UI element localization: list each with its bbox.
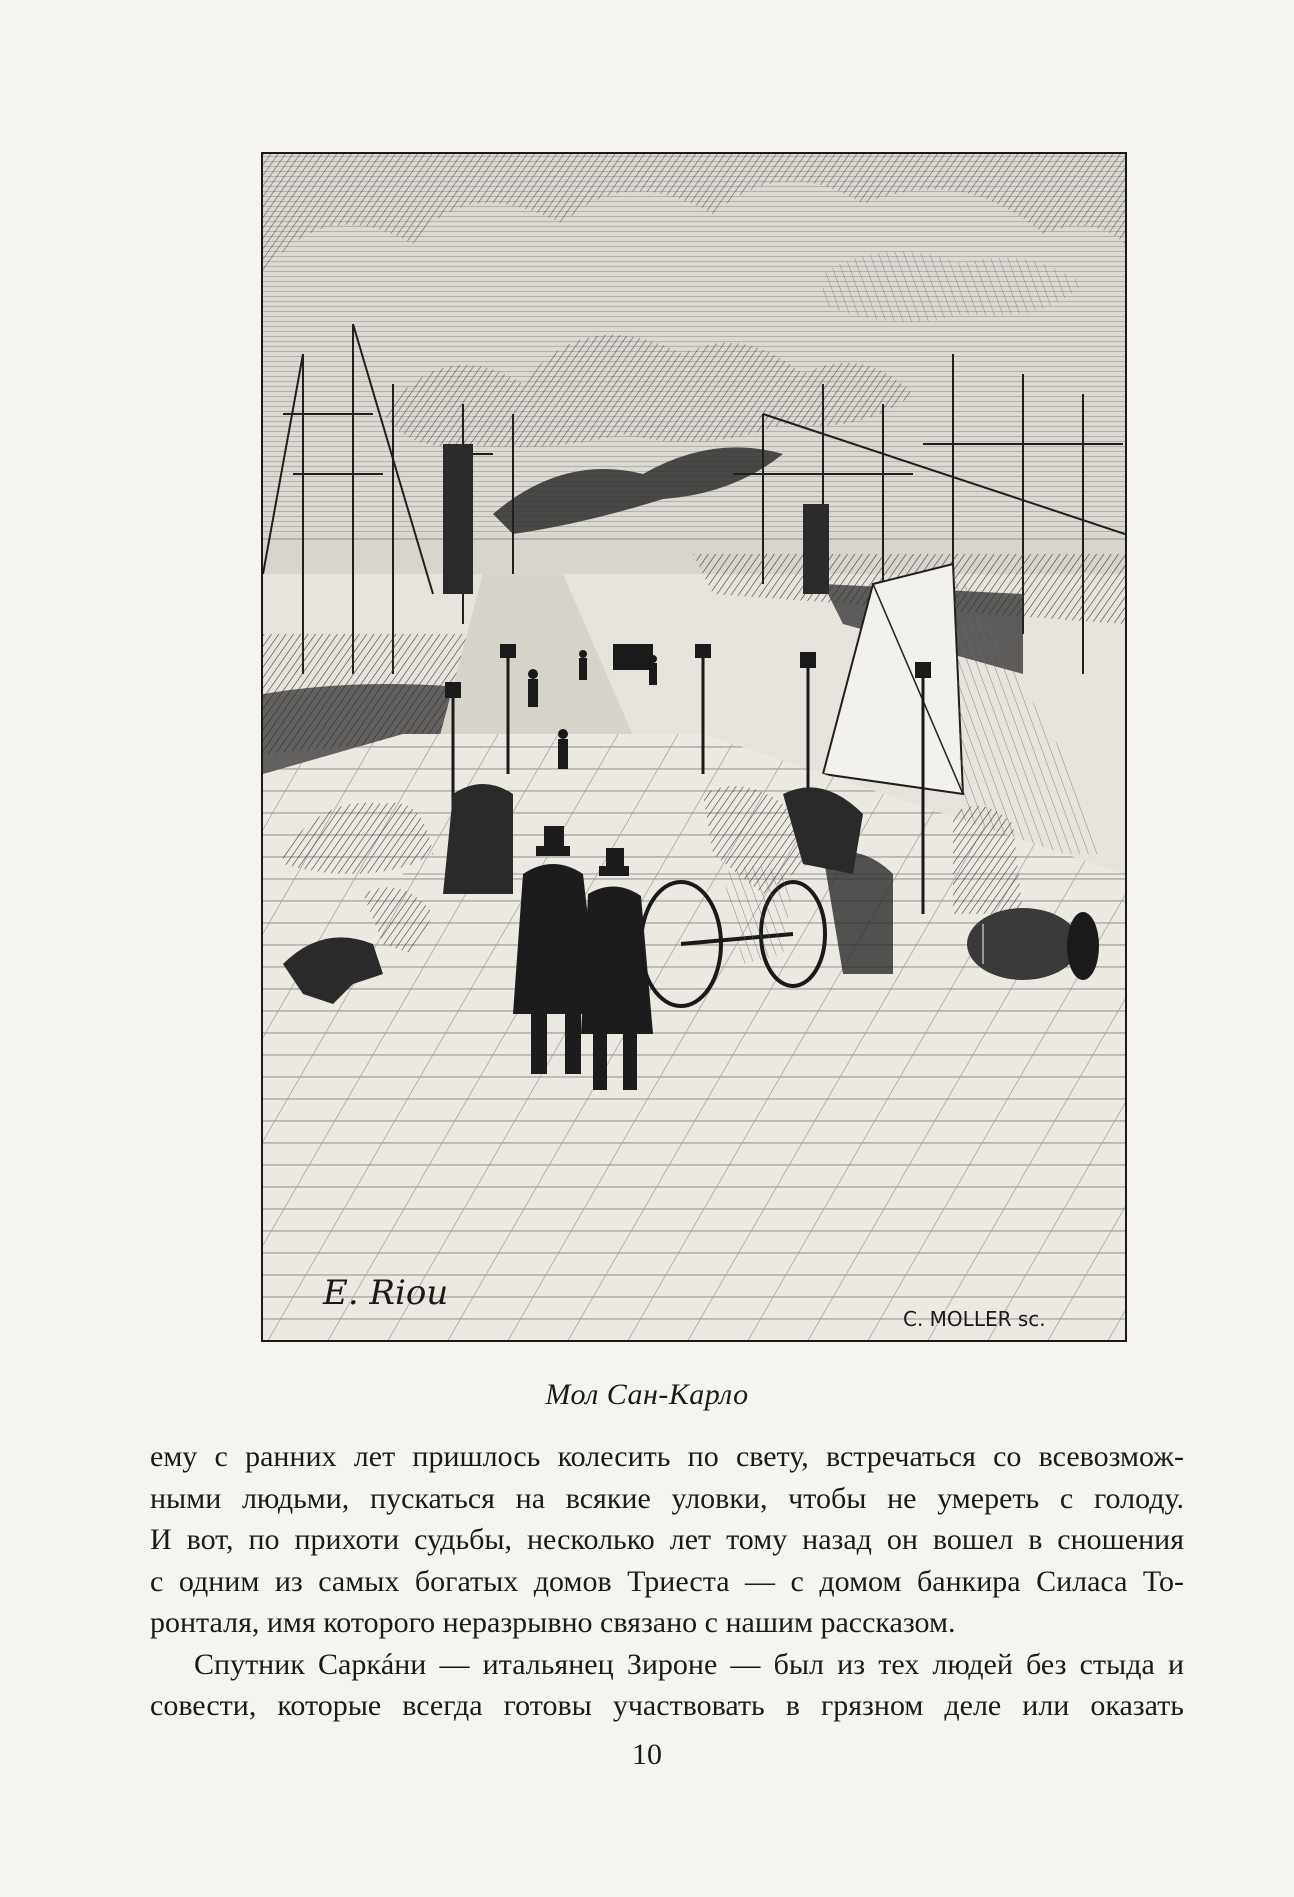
text-line: Спутник Саркáни — итальянец Зироне — был из тех людей без стыда и <box>194 1647 1184 1681</box>
text-line: ными людьми, пускаться на всякие уловки, чтобы не умереть с голоду. <box>150 1481 1184 1515</box>
harbor-engraving-image <box>263 154 1125 1340</box>
text-line: И вот, по прихоти судьбы, несколько лет тому назад он вошел в сношения <box>150 1523 1184 1556</box>
paragraph <box>150 1644 1184 1727</box>
text-line: ронталя, имя которого неразрывно связано с нашим рассказом. <box>150 1606 956 1639</box>
text-line: совести, которые всегда готовы участвовать в грязном деле или оказать <box>150 1689 1184 1722</box>
text-line: ему с ранних лет пришлось колесить по свету, встречаться со всевозмож- <box>150 1440 1184 1473</box>
engraving-illustration <box>261 152 1127 1342</box>
page-number: 10 <box>632 1738 662 1771</box>
signature-left: E. Riou <box>323 1273 449 1313</box>
illustration-caption: Мол Сан-Карло <box>545 1378 749 1411</box>
text-line: с одним из самых богатых домов Триеста — с домом банкира Силаса То- <box>150 1564 1184 1598</box>
signature-right: C. MOLLER sc. <box>903 1307 1046 1331</box>
body-text <box>150 1436 1184 1727</box>
paragraph <box>150 1436 1184 1644</box>
